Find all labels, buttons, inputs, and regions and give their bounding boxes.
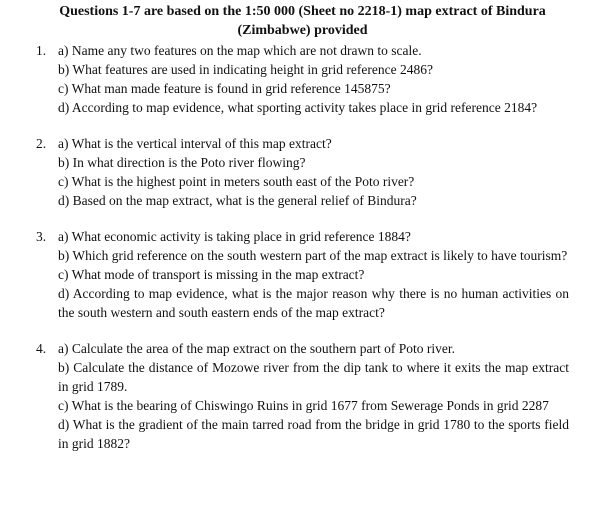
question-part: a) What economic activity is taking place in grid reference 1884? — [58, 229, 411, 244]
question-number: 1. — [36, 43, 47, 58]
question-part: b) In what direction is the Poto river flowing? — [58, 155, 306, 170]
question-part: d) According to map evidence, what sporting activity takes place in grid reference 2184? — [58, 100, 538, 115]
question-2 — [36, 134, 569, 210]
question-part: d) According to map evidence, what is the major reason why there is no human activities on the south western and south eastern ends of the map extract? — [58, 286, 569, 320]
question-part: b) Which grid reference on the south western part of the map extract is likely to have tourism? — [58, 248, 568, 263]
question-part: b) Calculate the distance of Mozowe river from the dip tank to where it exits the map extract in grid 1789. — [58, 360, 569, 394]
question-parts — [58, 339, 569, 453]
heading — [36, 2, 569, 40]
question-part: d) Based on the map extract, what is the general relief of Bindura? — [58, 193, 417, 208]
question-number: 4. — [36, 341, 47, 356]
question-number: 3. — [36, 229, 47, 244]
question-part: c) What is the bearing of Chiswingo Ruins in grid 1677 from Sewerage Ponds in grid 2287 — [58, 398, 549, 413]
question-4 — [36, 339, 569, 453]
question-parts — [58, 227, 569, 322]
question-number: 2. — [36, 136, 47, 151]
heading-line-2: (Zimbabwe) provided — [237, 23, 368, 38]
question-part: a) Name any two features on the map which are not drawn to scale. — [58, 43, 422, 58]
question-part: d) What is the gradient of the main tarred road from the bridge in grid 1780 to the sports field in grid 1882? — [58, 417, 569, 451]
question-part: a) Calculate the area of the map extract on the southern part of Poto river. — [58, 341, 455, 356]
question-1 — [36, 41, 569, 117]
question-parts — [58, 134, 569, 210]
question-3 — [36, 227, 569, 322]
question-part: c) What man made feature is found in grid reference 145875? — [58, 81, 391, 96]
question-part: c) What is the highest point in meters south east of the Poto river? — [58, 174, 415, 189]
question-parts — [58, 41, 569, 117]
question-part: c) What mode of transport is missing in the map extract? — [58, 267, 365, 282]
heading-line-1: Questions 1-7 are based on the 1:50 000 (Sheet no 2218-1) map extract of Bindura — [59, 4, 546, 19]
question-part: a) What is the vertical interval of this map extract? — [58, 136, 332, 151]
question-part: b) What features are used in indicating height in grid reference 2486? — [58, 62, 433, 77]
